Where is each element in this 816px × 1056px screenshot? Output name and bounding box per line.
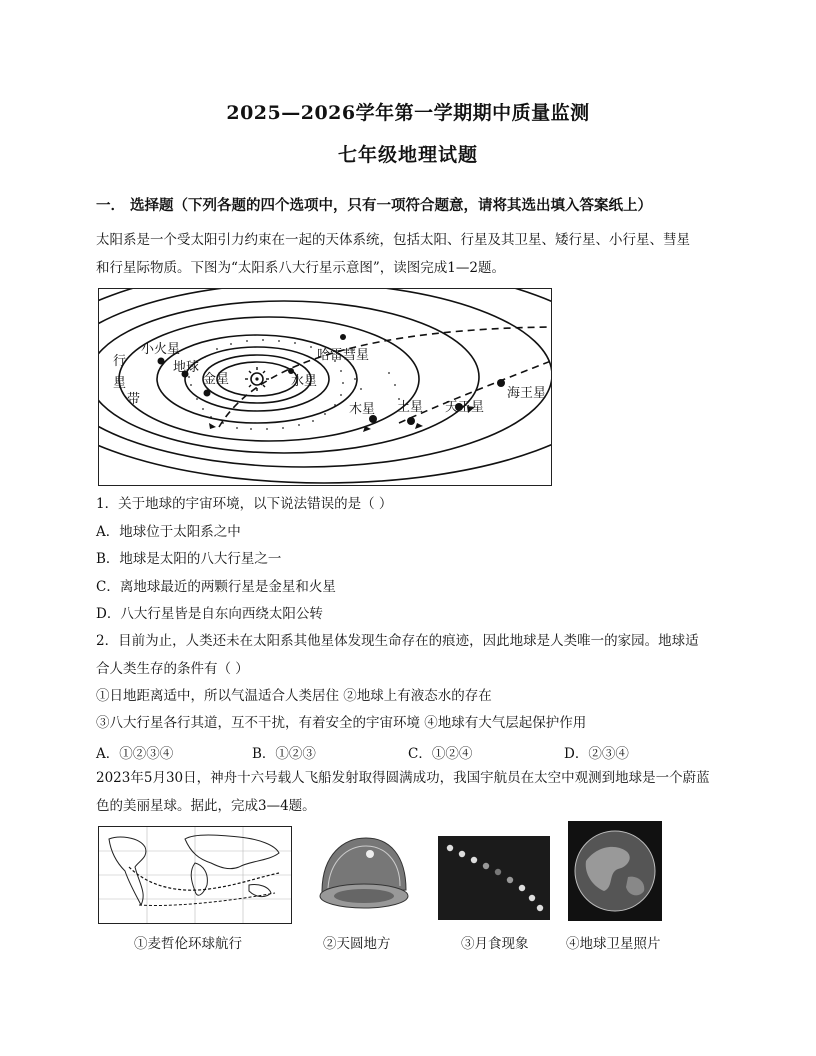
q2-option-c: C．①②④ xyxy=(408,746,473,762)
solar-system-svg xyxy=(99,289,551,485)
sky-dome-image xyxy=(314,830,414,926)
intro2-line-2: 色的美丽星球。据此，完成3—4题。 xyxy=(96,798,316,814)
lunar-eclipse-image xyxy=(438,836,550,920)
caption-earth-photo: ④地球卫星照片 xyxy=(566,936,661,952)
q1-option-a: A．地球位于太阳系之中 xyxy=(96,524,241,540)
planet-saturn xyxy=(407,417,415,425)
sun-icon xyxy=(245,367,269,391)
label-asteroid-3: 带 xyxy=(127,391,141,406)
arrow-icon xyxy=(415,423,423,429)
label-neptune: 海王星 xyxy=(507,385,547,400)
exam-subtitle: 七年级地理试题 xyxy=(337,144,478,166)
caption-sky-dome: ②天圆地方 xyxy=(323,936,391,952)
q2-option-a: A．①②③④ xyxy=(96,746,174,762)
planet-venus xyxy=(204,390,211,397)
q1-option-d: D．八大行星皆是自东向西绕太阳公转 xyxy=(96,606,323,622)
q2-stem-line-2: 合人类生存的条件有（ ） xyxy=(96,661,249,677)
orbit-neptune xyxy=(99,289,551,483)
label-saturn: 土星 xyxy=(397,399,424,414)
intro-line-1: 太阳系是一个受太阳引力约束在一起的天体系统，包括太阳、行星及其卫星、矮行星、小行星、彗星 xyxy=(96,232,690,248)
magellan-map-image xyxy=(98,826,292,924)
label-jupiter: 木星 xyxy=(349,401,376,416)
q1-stem: 1．关于地球的宇宙环境，以下说法错误的是（ ） xyxy=(96,496,393,512)
label-uranus: 天王星 xyxy=(445,399,485,414)
label-mars: 小火星 xyxy=(141,341,181,356)
label-venus: 金星 xyxy=(203,371,230,386)
caption-magellan: ①麦哲伦环球航行 xyxy=(134,936,242,952)
q2-option-d: D．②③④ xyxy=(564,746,629,762)
label-mercury: 水星 xyxy=(291,373,318,388)
label-asteroid-2: 星 xyxy=(113,375,127,390)
intro-line-2: 和行星际物质。下图为“太阳系八大行星示意图”，读图完成1—2题。 xyxy=(96,260,505,276)
q2-stem-line-1: 2．目前为止，人类还未在太阳系其他星体发现生命存在的痕迹，因此地球是人类唯一的家园。地球适 xyxy=(96,633,699,649)
label-halley: 哈雷彗星 xyxy=(317,347,370,362)
earth-satellite-photo xyxy=(568,821,662,921)
q1-option-b: B．地球是太阳的八大行星之一 xyxy=(96,551,282,567)
planet-mars xyxy=(158,358,165,365)
q2-cond-line-1: ①日地距离适中，所以气温适合人类居住 ②地球上有液态水的存在 xyxy=(96,688,492,704)
q2-option-b: B．①②③ xyxy=(252,746,316,762)
section-heading: 一． 选择题（下列各题的四个选项中，只有一项符合题意，请将其选出填入答案纸上） xyxy=(96,197,653,214)
exam-title: 2025—2026学年第一学期期中质量监测 xyxy=(226,102,590,124)
caption-lunar-eclipse: ③月食现象 xyxy=(461,936,529,952)
planet-neptune xyxy=(497,379,505,387)
arrow-icon xyxy=(209,423,216,429)
intro2-line-1: 2023年5月30日，神舟十六号载人飞船发射取得圆满成功，我国宇航员在太空中观测到地球是一个蔚蓝 xyxy=(96,770,710,786)
q1-option-c: C．离地球最近的两颗行星是金星和火星 xyxy=(96,579,336,595)
label-asteroid-1: 行 xyxy=(113,353,127,368)
planet-jupiter xyxy=(369,415,377,423)
orbit-saturn xyxy=(99,301,479,453)
solar-system-diagram xyxy=(98,288,552,486)
halley-comet xyxy=(340,334,346,340)
q2-cond-line-2: ③八大行星各行其道，互不干扰，有着安全的宇宙环境 ④地球有大气层起保护作用 xyxy=(96,715,587,731)
label-earth: 地球 xyxy=(173,359,200,374)
halley-comet-path xyxy=(219,327,551,427)
